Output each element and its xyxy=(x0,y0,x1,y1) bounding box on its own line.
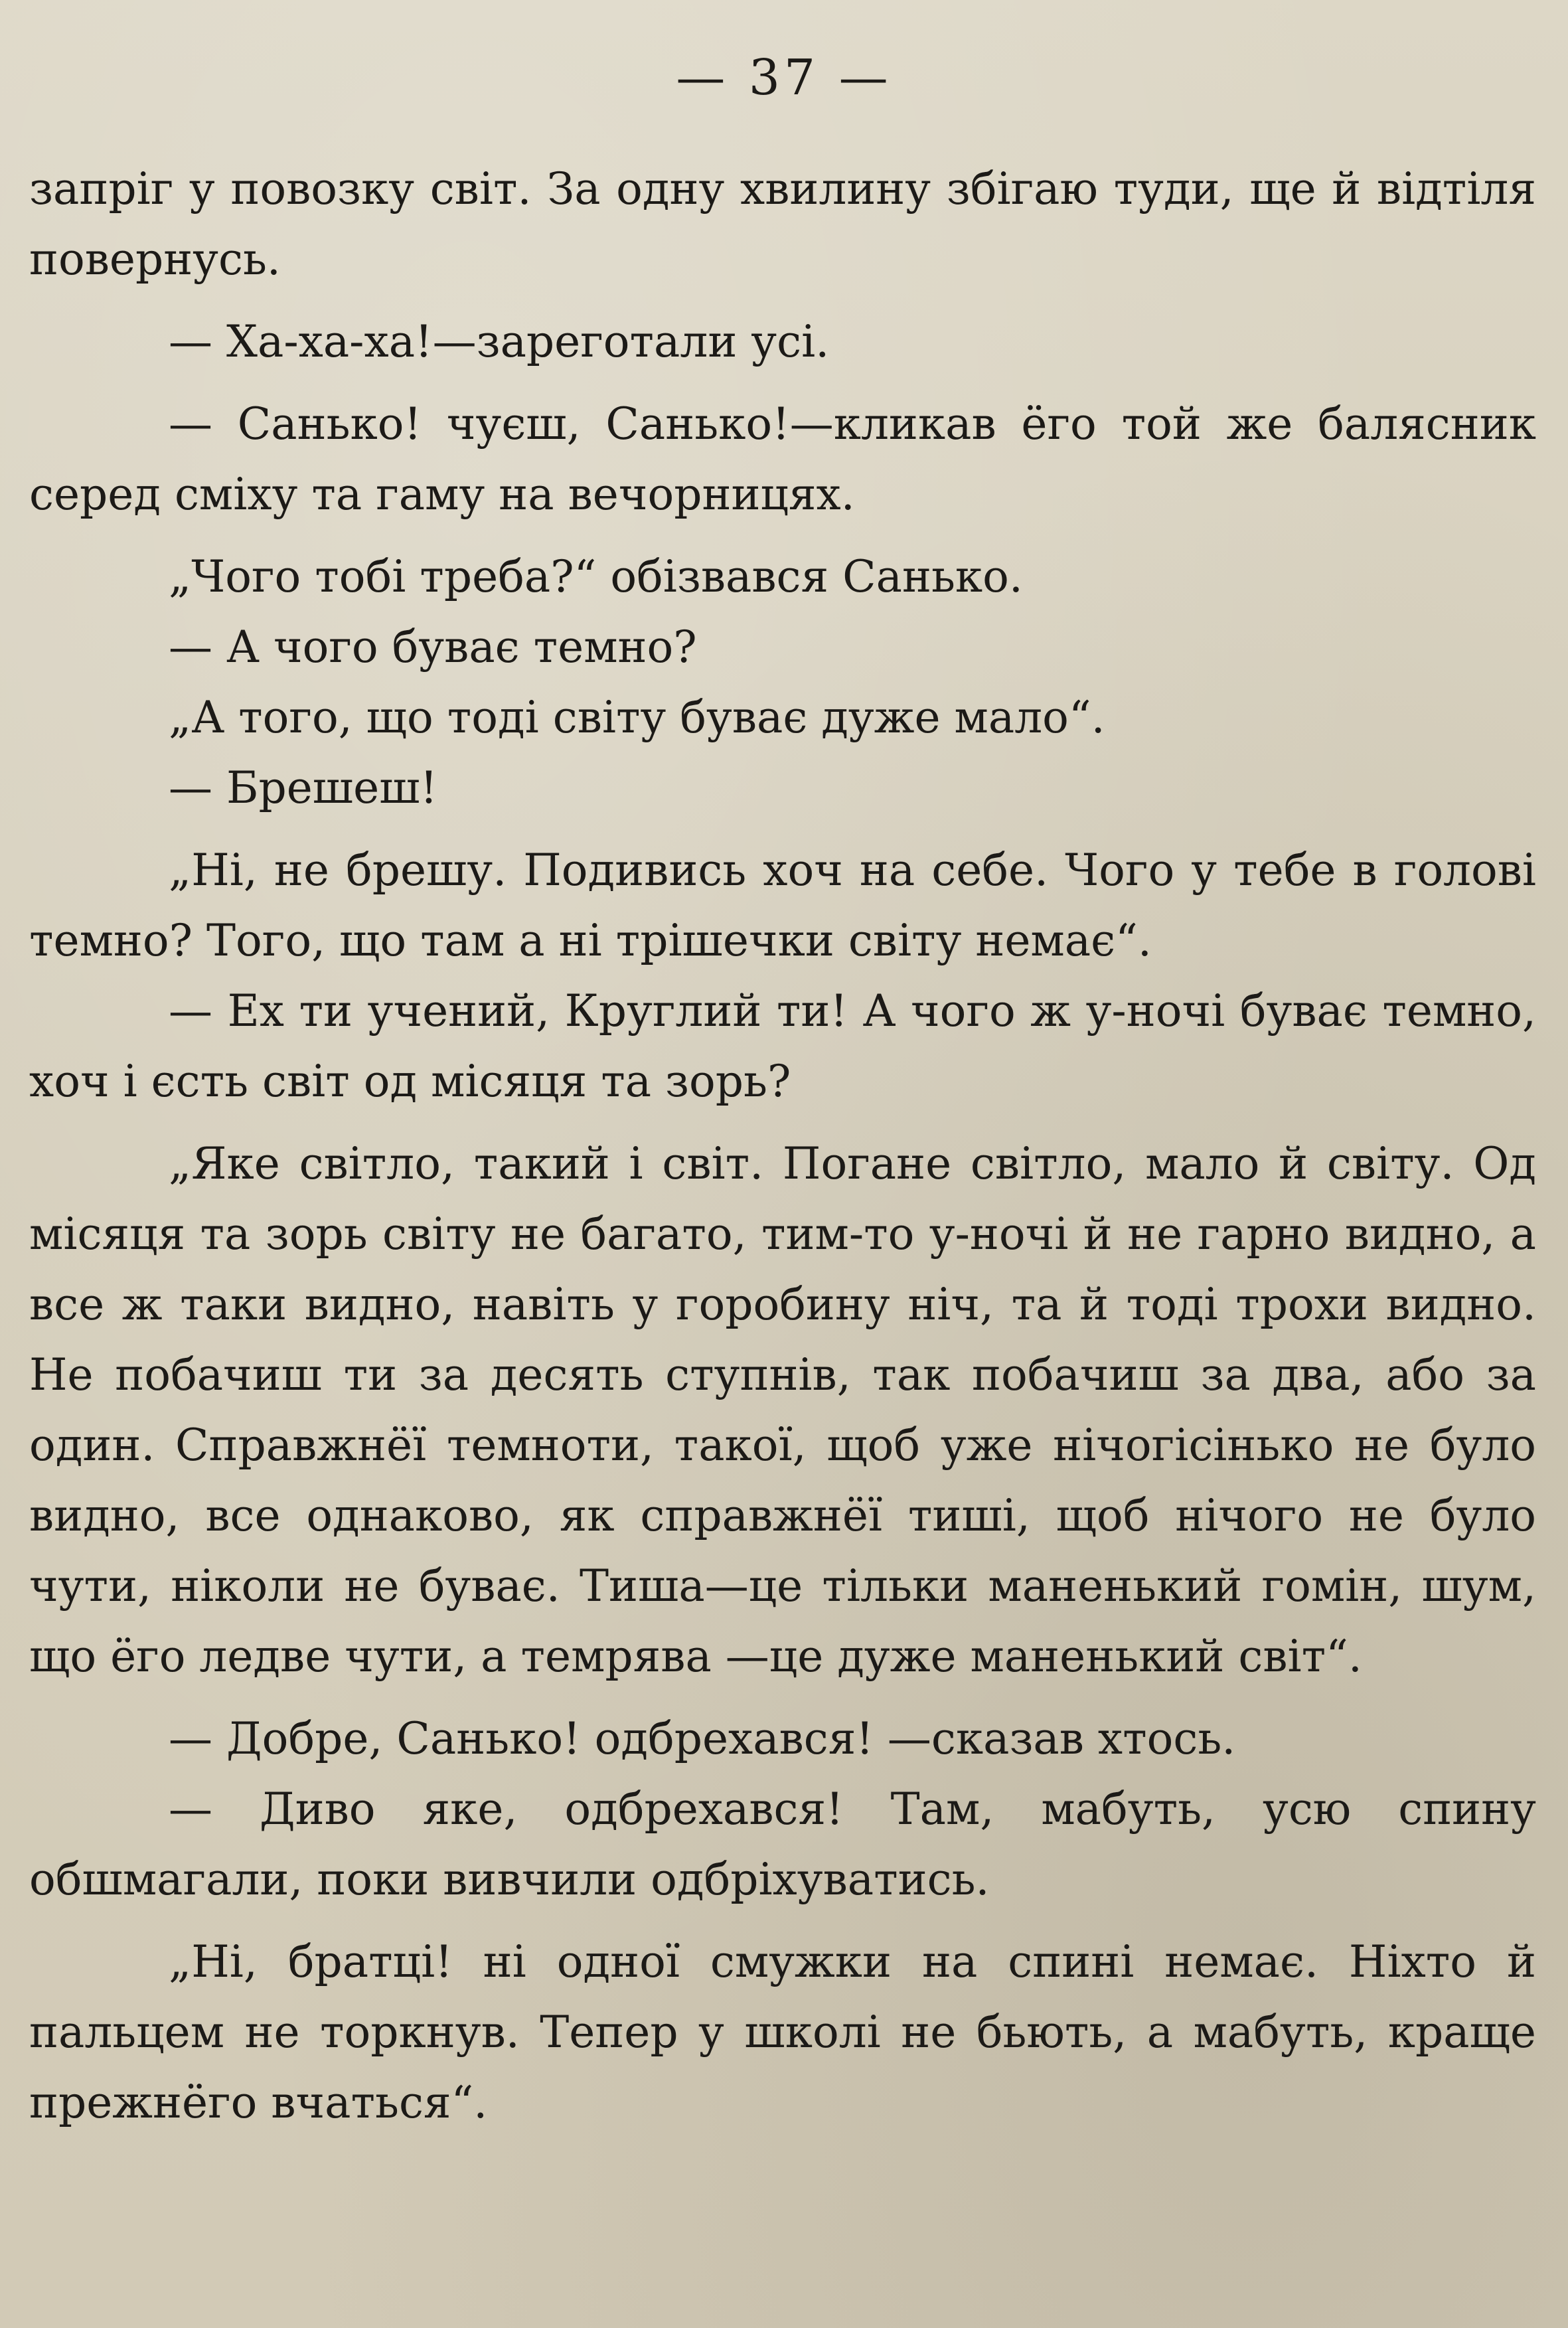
paragraph: запріг у повозку світ. За одну хвилину збігаю туди, ще й відтіля повернусь. xyxy=(29,163,1536,285)
paragraph: — Брешеш! xyxy=(169,762,438,813)
paragraph: — А чого буває темно? xyxy=(169,622,697,673)
paragraph: „Ні, братці! ні одної смужки на спині немає. Ніхто й пальцем не торкнув. Тепер у школі не бьють, а мабуть, краще прежнёго вчаться“. xyxy=(29,1936,1536,2128)
paragraph: — Санько! чуєш, Санько!—кликав ёго той же балясник серед сміху та гаму на вечорницях. xyxy=(29,398,1536,520)
paragraph: „Чого тобі треба?“ обізвався Санько. xyxy=(169,551,1023,602)
paragraph: — Добре, Санько! одбрехався! —сказав хтось. xyxy=(169,1713,1236,1764)
paragraph: — Ех ти учений, Круглий ти! А чого ж у-ночі буває темно, хоч і єсть світ од місяця та зорь? xyxy=(29,985,1536,1107)
paragraph: „Яке світло, такий і світ. Погане світло, мало й світу. Од місяця та зорь світу не багато, тим-то у-ночі й не гарно видно, а все ж таки видно, навіть у горобину ніч, та й тоді трохи видно. Не побачиш ти за десять ступнів, так побачиш за два, або за один. Справжнёї темноти, такої, щоб уже нічогісінько не було видно, все однаково, як справжнёї тиші, щоб нічого не було чути, ніколи не буває. Тиша—це тільки маненький гомін, шум, що ёго ледве чути, а темрява —це дуже маненький світ“. xyxy=(29,1138,1536,1682)
page-number: — 37 — xyxy=(676,49,892,106)
paragraph: — Диво яке, одбрехався! Там, мабуть, усю спину обшмагали, поки вивчили одбріхуватись. xyxy=(29,1784,1536,1905)
paragraph: „Ні, не брешу. Подивись хоч на себе. Чого у тебе в голові темно? Того, що там а ні трішечки світу немає“. xyxy=(29,845,1536,966)
paragraph: „А того, що тоді світу буває дуже мало“. xyxy=(169,692,1105,743)
page-text xyxy=(29,154,1536,2138)
paragraph: — Ха-ха-ха!—зареготали усі. xyxy=(169,316,830,367)
